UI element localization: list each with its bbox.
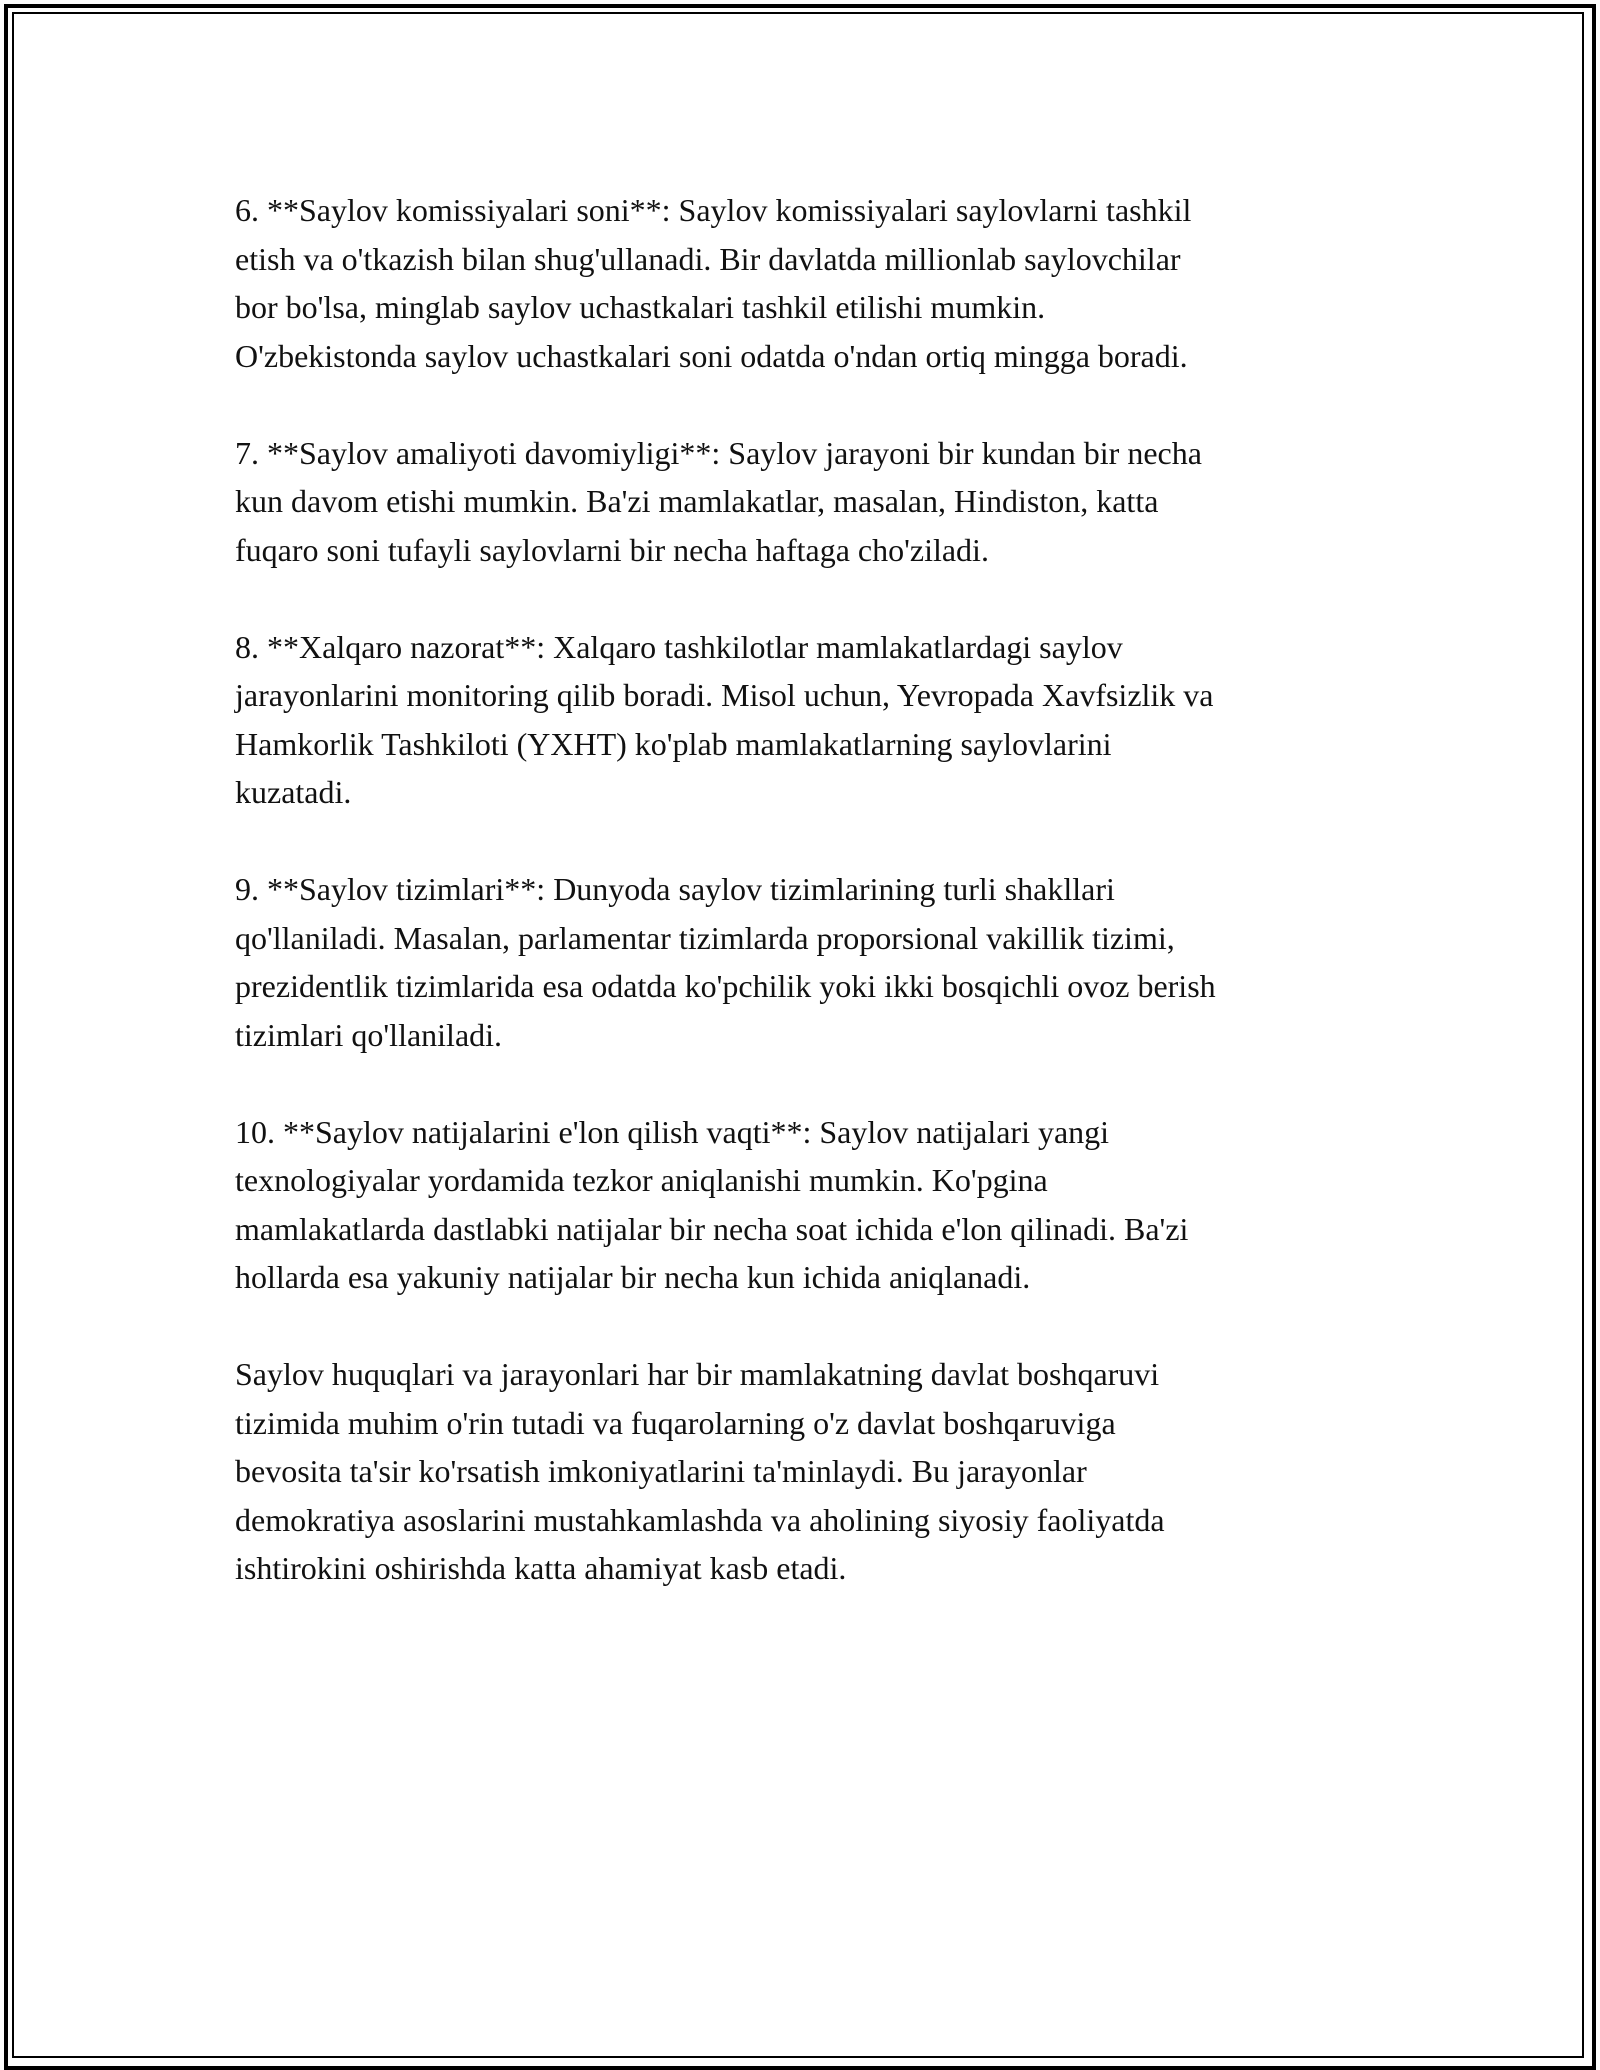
paragraph-item-6: 6. **Saylov komissiyalari soni**: Saylov komissiyalari saylovlarni tashkil etish va o'tkazish bilan shug'ullanadi. Bir davlatda millionlab saylovchilar bor bo'lsa, minglab saylov uchastkalari tashkil etilishi mumkin. O'zbekistonda saylov uchastkalari soni odatda o'ndan ortiq mingga boradi. (235, 192, 1192, 374)
paragraph-item-10: 10. **Saylov natijalarini e'lon qilish vaqti**: Saylov natijalari yangi texnologiyalar yordamida tezkor aniqlanishi mumkin. Ko'pgina mamlakatlarda dastlabki natijalar bir necha soat ichida e'lon qilinadi. Ba'zi hollarda esa yakuniy natijalar bir necha kun ichida aniqlanadi. (235, 1113, 1189, 1295)
paragraph-item-7: 7. **Saylov amaliyoti davomiyligi**: Saylov jarayoni bir kundan bir necha kun davom etishi mumkin. Ba'zi mamlakatlar, masalan, Hindiston, katta fuqaro soni tufayli saylovlarni bir necha haftaga cho'ziladi. (235, 434, 1202, 568)
document-body (235, 186, 1385, 1641)
paragraph-item-8: 8. **Xalqaro nazorat**: Xalqaro tashkilotlar mamlakatlardagi saylov jarayonlarini monitoring qilib boradi. Misol uchun, Yevropada Xavfsizlik va Hamkorlik Tashkiloti (YXHT) ko'plab mamlakatlarning saylovlarini kuzatadi. (235, 628, 1214, 810)
paragraph-conclusion: Saylov huquqlari va jarayonlari har bir mamlakatning davlat boshqaruvi tizimida muhim o'rin tutadi va fuqarolarning o'z davlat boshqaruviga bevosita ta'sir ko'rsatish imkoniyatlarini ta'minlaydi. Bu jarayonlar demokratiya asoslarini mustahkamlashda va aholining siyosiy faoliyatda ishtirokini oshirishda katta ahamiyat kasb etadi. (235, 1356, 1165, 1586)
paragraph-item-9: 9. **Saylov tizimlari**: Dunyoda saylov tizimlarining turli shakllari qo'llaniladi. Masalan, parlamentar tizimlarda proporsional vakillik tizimi, prezidentlik tizimlarida esa odatda ko'pchilik yoki ikki bosqichli ovoz berish tizimlari qo'llaniladi. (235, 871, 1216, 1053)
